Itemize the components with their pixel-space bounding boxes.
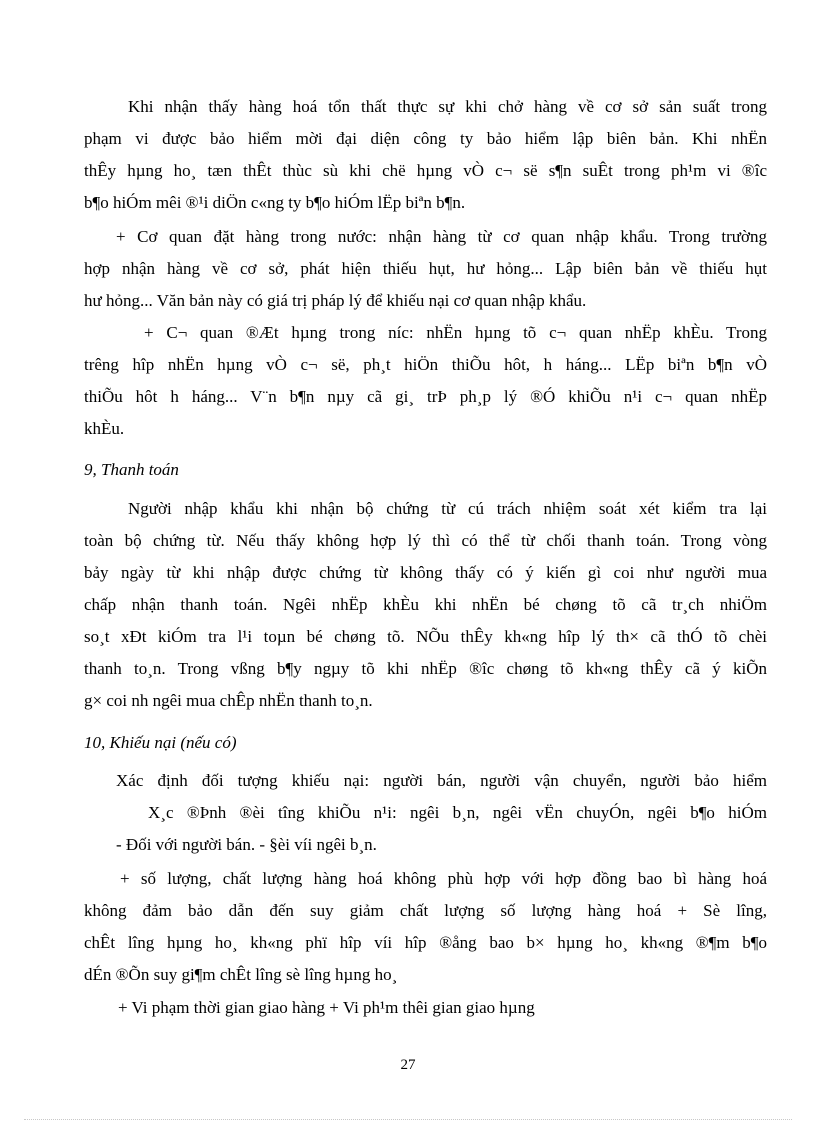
paragraph-line: thanh to¸n. Trong vßng b¶y ngµy tõ khi nhËp ®îc chøng tõ kh«ng thÊy cã ý kiÕn: [84, 659, 767, 678]
paragraph-line: b¶o hiÓm mêi ®¹i diÖn c«ng ty b¶o hiÓm lËp biªn b¶n.: [84, 193, 466, 212]
paragraph-line: Người nhập khẩu khi nhận bộ chứng từ cú trách nhiệm soát xét kiểm tra lại: [128, 499, 767, 518]
page-bottom-rule: [24, 1119, 792, 1120]
paragraph-line: toàn bộ chứng từ. Nếu thấy không hợp lý thì có thể từ chối thanh toán. Trong vòng: [84, 531, 767, 550]
paragraph-line: hợp nhận hàng về cơ sở, phát hiện thiếu hụt, hư hỏng... Lập biên bản về thiếu hụt: [84, 259, 767, 278]
paragraph-line: chấp nhận thanh toán. Ngêi nhËp khÈu khi nhËn bé chøng tõ cã tr¸ch nhiÖm: [84, 595, 767, 614]
paragraph-line: khÈu.: [84, 419, 125, 438]
paragraph-line: + số lượng, chất lượng hàng hoá không phù hợp với hợp đồng bao bì hàng hoá: [120, 869, 767, 888]
paragraph-line: Xác định đối tượng khiếu nại: người bán, người vận chuyển, người bảo hiểm: [116, 771, 767, 790]
paragraph-line: hư hỏng... Văn bản này có giá trị pháp lý để khiếu nại cơ quan nhập khẩu.: [84, 291, 587, 310]
paragraph-line: thiÕu hôt h háng... V¨n b¶n nµy cã gi¸ trÞ ph¸p lý ®Ó khiÕu n¹i c¬ quan nhËp: [84, 387, 767, 406]
paragraph-line: g× coi nh ngêi mua chÊp nhËn thanh to¸n.: [84, 691, 373, 710]
paragraph-line: dÉn ®Õn suy gi¶m chÊt lîng sè lîng hµng ho¸: [84, 965, 398, 984]
paragraph-line: bảy ngày từ khi nhập được chứng từ không thấy có ý kiến gì coi như người mua: [84, 563, 767, 582]
paragraph-line: không đảm bảo dẫn đến suy giảm chất lượng số lượng hàng hoá + Sè lîng,: [84, 901, 767, 920]
paragraph-line: chÊt lîng hµng ho¸ kh«ng phï hîp víi hîp ®ång bao b× hµng ho¸ kh«ng ®¶m b¶o: [84, 933, 767, 952]
paragraph-line: + Vi phạm thời gian giao hàng + Vi ph¹m thêi gian giao hµng: [118, 998, 535, 1017]
page-number: 27: [400, 1057, 416, 1073]
paragraph-line: - Đối với người bán. - §èi víi ngêi b¸n.: [116, 835, 377, 854]
section-heading: 9, Thanh toán: [84, 460, 179, 479]
paragraph-line: thÊy hµng ho¸ tæn thÊt thùc sù khi chë hµng vÒ c¬ së s¶n suÊt trong ph¹m vi ®îc: [84, 161, 767, 180]
paragraph-line: trêng hîp nhËn hµng vÒ c¬ së, ph¸t hiÖn thiÕu hôt, h háng... LËp biªn b¶n vÒ: [84, 355, 767, 374]
paragraph-line: phạm vi được bảo hiểm mời đại diện công ty bảo hiểm lập biên bản. Khi nhËn: [84, 129, 767, 148]
paragraph-line: + C¬ quan ®Æt hµng trong níc: nhËn hµng tõ c¬ quan nhËp khÈu. Trong: [144, 323, 767, 342]
paragraph-line: Khi nhận thấy hàng hoá tổn thất thực sự khi chở hàng về cơ sở sản suất trong: [128, 97, 767, 116]
paragraph-line: X¸c ®Þnh ®èi tîng khiÕu n¹i: ngêi b¸n, ngêi vËn chuyÓn, ngêi b¶o hiÓm: [148, 803, 767, 822]
section-heading: 10, Khiếu nại (nếu có): [84, 733, 237, 752]
paragraph-line: so¸t xÐt kiÓm tra l¹i toµn bé chøng tõ. NÕu thÊy kh«ng hîp lý th× cã thÓ tõ chèi: [84, 627, 767, 646]
paragraph-line: + Cơ quan đặt hàng trong nước: nhận hàng từ cơ quan nhập khẩu. Trong trường: [116, 227, 767, 246]
